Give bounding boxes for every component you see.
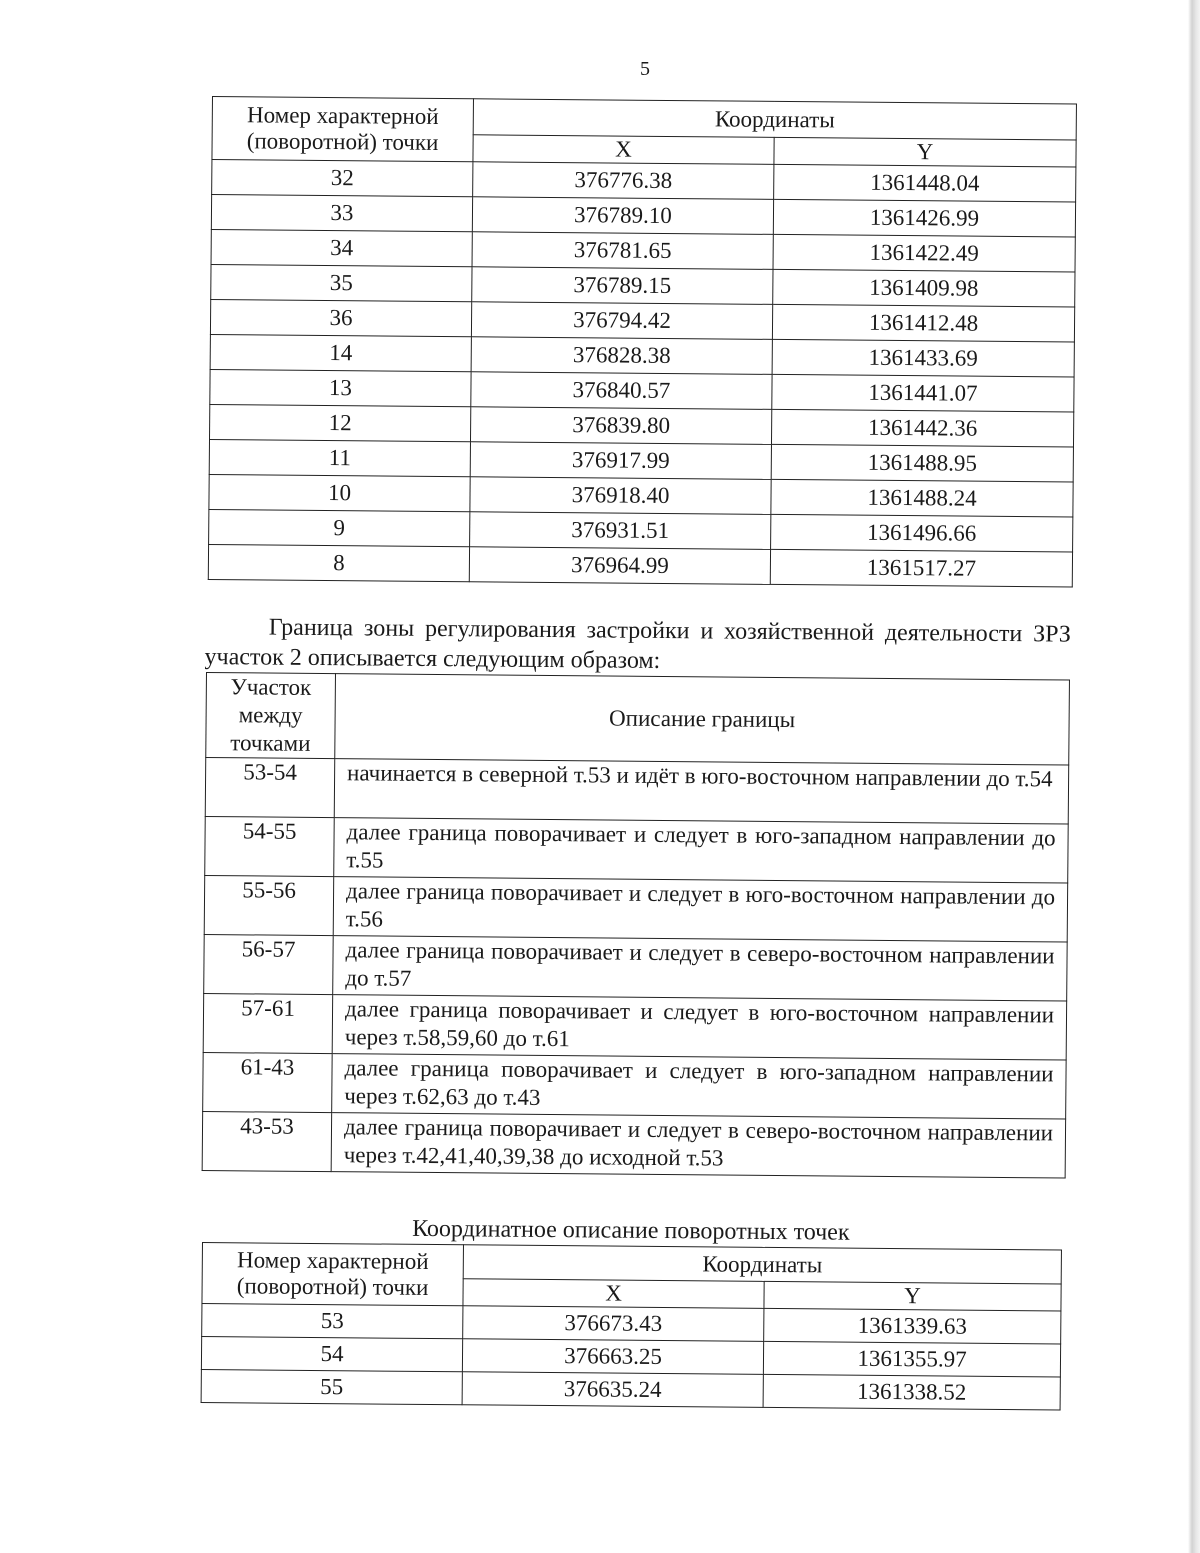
- header-point-line2: (поворотной) точки: [236, 1273, 429, 1300]
- scan-edge-shadow: [1096, 0, 1200, 1553]
- description-cell: далее граница поворачивает и следует в юго-восточном направлении через т.58,59,60 до т.61: [332, 995, 1066, 1060]
- y-cell: 1361422.49: [773, 234, 1075, 272]
- coordinates-table-1: [208, 96, 1077, 588]
- y-cell: 1361496.66: [771, 514, 1073, 552]
- table-row: [202, 1111, 1065, 1178]
- x-cell: 376781.65: [472, 232, 773, 270]
- x-cell: 376839.80: [470, 407, 771, 445]
- header-point-line1: Номер характерной: [236, 1247, 429, 1274]
- point-cell: 11: [209, 439, 470, 476]
- description-cell: далее граница поворачивает и следует в юго-западном направлении через т.62,63 до т.43: [332, 1054, 1066, 1119]
- header-point-number: [202, 1243, 464, 1306]
- point-cell: 9: [209, 509, 470, 546]
- table-row: [204, 934, 1067, 1001]
- table-row: [201, 1369, 1060, 1409]
- table-row: [205, 758, 1068, 825]
- x-cell: 376635.24: [462, 1372, 763, 1408]
- x-cell: 376663.25: [462, 1339, 763, 1375]
- y-cell: 1361339.63: [764, 1308, 1061, 1344]
- y-cell: 1361448.04: [774, 164, 1076, 202]
- x-cell: 376794.42: [471, 302, 772, 340]
- x-cell: 376917.99: [470, 442, 771, 480]
- point-cell: 12: [210, 404, 471, 441]
- table-row: [208, 544, 1072, 587]
- x-cell: 376673.43: [463, 1306, 764, 1342]
- segment-cell: 53-54: [205, 758, 335, 818]
- y-cell: 1361488.95: [771, 444, 1073, 482]
- description-cell: далее граница поворачивает и следует в северо-восточном направлении через т.42,41,40,39,38 до исходной т.53: [331, 1113, 1065, 1178]
- y-cell: 1361441.07: [772, 374, 1074, 412]
- header-coordinates: Координаты: [473, 99, 1076, 140]
- segment-cell: 56-57: [204, 934, 334, 994]
- header-segment-line1: Участок: [230, 674, 312, 700]
- header-point-number: [212, 97, 474, 162]
- point-cell: 10: [209, 474, 470, 511]
- description-cell: далее граница поворачивает и следует в юго-восточном направлении до т.56: [333, 877, 1067, 942]
- point-cell: 36: [210, 299, 471, 336]
- point-cell: 54: [201, 1337, 462, 1372]
- y-cell: 1361338.52: [763, 1374, 1060, 1410]
- point-cell: 32: [212, 160, 473, 197]
- y-cell: 1361412.48: [772, 304, 1074, 342]
- header-y: Y: [764, 1281, 1061, 1311]
- table-row: [203, 993, 1066, 1060]
- y-cell: 1361433.69: [772, 339, 1074, 377]
- y-cell: 1361409.98: [773, 269, 1075, 307]
- x-cell: 376828.38: [471, 337, 772, 375]
- header-segment-line3: точками: [230, 730, 311, 756]
- table-row: [203, 1052, 1066, 1119]
- description-cell: далее граница поворачивает и следует в северо-восточном направлении до т.57: [333, 936, 1067, 1001]
- x-cell: 376776.38: [473, 162, 774, 200]
- y-cell: 1361355.97: [763, 1341, 1060, 1377]
- segment-cell: 55-56: [204, 875, 334, 935]
- x-cell: 376789.15: [472, 267, 773, 305]
- point-cell: 33: [211, 195, 472, 232]
- x-cell: 376931.51: [470, 512, 771, 550]
- x-cell: 376789.10: [472, 197, 773, 235]
- x-cell: 376840.57: [471, 372, 772, 410]
- table-row: [204, 875, 1067, 942]
- description-cell: начинается в северной т.53 и идёт в юго-восточном направлении до т.54: [334, 759, 1068, 824]
- boundary-intro-paragraph: [204, 612, 1070, 680]
- point-cell: 14: [210, 334, 471, 371]
- header-point-line2: (поворотной) точки: [246, 128, 439, 155]
- x-cell: 376964.99: [469, 547, 770, 585]
- segment-cell: 54-55: [205, 816, 335, 876]
- segment-cell: 43-53: [202, 1111, 332, 1171]
- coordinates-table-2: [201, 1242, 1062, 1410]
- segment-cell: 57-61: [203, 993, 333, 1053]
- x-cell: 376918.40: [470, 477, 771, 515]
- header-x: X: [463, 1279, 764, 1309]
- point-cell: 35: [211, 264, 472, 301]
- point-cell: 8: [208, 544, 469, 581]
- header-description: Описание границы: [335, 674, 1070, 765]
- page-number: 5: [640, 58, 650, 80]
- turning-points-title: Координатное описание поворотных точек: [412, 1215, 850, 1246]
- boundary-intro-text: Граница зоны регулирования застройки и хозяйственной деятельности ЗРЗ участок 2 описывается следующим образом:: [204, 614, 1071, 674]
- table-row: [205, 816, 1068, 883]
- segment-cell: 61-43: [203, 1052, 333, 1112]
- header-x: X: [473, 135, 774, 165]
- header-y: Y: [774, 137, 1076, 167]
- y-cell: 1361517.27: [770, 549, 1072, 587]
- point-cell: 13: [210, 369, 471, 406]
- y-cell: 1361426.99: [773, 199, 1075, 237]
- boundary-description-table: [202, 672, 1070, 1179]
- header-segment: [206, 673, 336, 759]
- header-coordinates: Координаты: [463, 1245, 1061, 1284]
- point-cell: 34: [211, 229, 472, 266]
- point-cell: 55: [201, 1369, 462, 1404]
- point-cell: 53: [202, 1304, 463, 1339]
- y-cell: 1361442.36: [771, 409, 1073, 447]
- header-segment-line2: между: [238, 702, 303, 728]
- y-cell: 1361488.24: [771, 479, 1073, 517]
- description-cell: далее граница поворачивает и следует в юго-западном направлении до т.55: [334, 818, 1068, 883]
- header-point-line1: Номер характерной: [246, 102, 439, 129]
